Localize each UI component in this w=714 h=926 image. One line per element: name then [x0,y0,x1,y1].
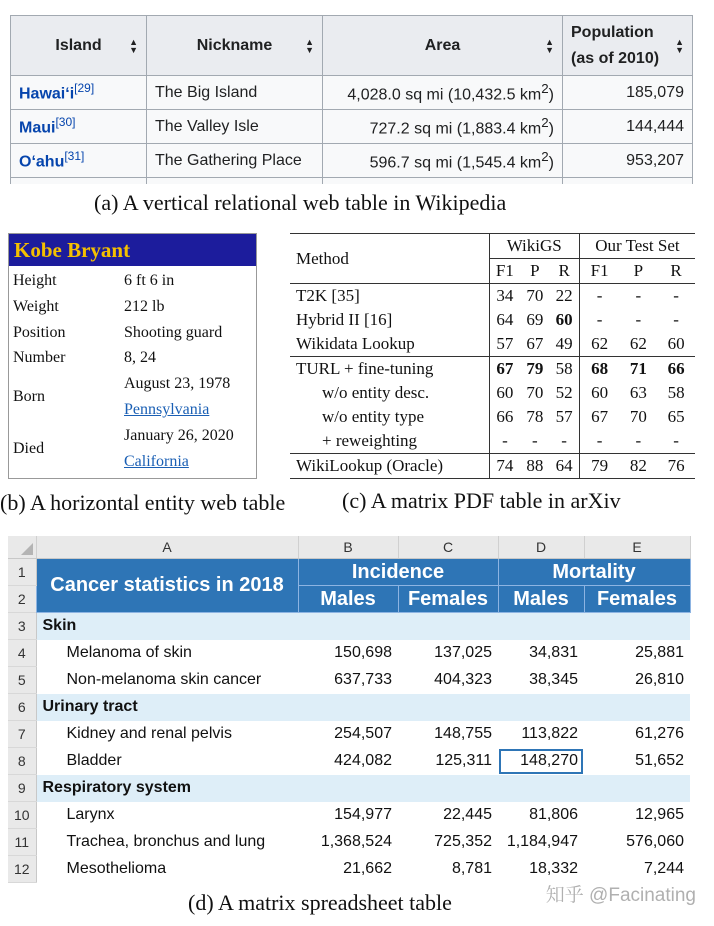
table-row [290,284,695,309]
value-cell: 64 [489,308,520,332]
row-header[interactable]: 6 [8,694,36,721]
value-cell: 74 [489,454,520,479]
nickname-cell: The Gathering Place [147,144,323,178]
col-header-nickname[interactable]: Nickname ▲ ▼ [147,16,323,76]
table-row [290,357,695,382]
value-cell: 58 [549,357,579,382]
row-header[interactable]: 1 [8,559,36,586]
group-header-testset: Our Test Set [579,234,695,259]
cell[interactable]: 637,733 [334,671,392,688]
value-cell: - [489,429,520,454]
island-cell [11,144,147,178]
cell[interactable]: Mesothelioma [66,860,167,877]
males-header-cell[interactable]: Males [298,586,398,613]
cell[interactable]: 61,276 [635,725,684,742]
island-link[interactable]: Hawaiʻi [19,85,75,103]
value-cell: 64 [549,454,579,479]
cell[interactable]: 254,507 [334,725,392,742]
subheader-cell: P [619,259,657,284]
cell[interactable] [584,694,690,721]
watermark: 知乎 @Facinating [545,885,696,906]
died-place-link[interactable]: California [124,453,189,470]
value-cell: 60 [579,381,619,405]
table-row [290,308,695,332]
cell[interactable]: 8,781 [451,860,492,877]
cell[interactable] [498,775,584,802]
subheader-cell: F1 [579,259,619,284]
value-cell: 66 [489,405,520,429]
value-cell: 62 [579,332,619,357]
value-cell: 65 [667,407,685,426]
value-cell: 57 [489,332,520,357]
value-cell: - [579,308,619,332]
value-cell: 70 [526,286,544,305]
cell[interactable]: 404,323 [434,671,492,688]
row-header[interactable]: 10 [8,802,36,829]
cell[interactable]: 25,881 [635,644,684,661]
table-row [290,332,695,357]
cell[interactable] [298,775,398,802]
value-cell-best: 66 [657,357,695,382]
wiki-island-table [10,15,693,184]
cell[interactable] [398,613,498,640]
cell[interactable]: Non-melanoma skin cancer [66,671,262,688]
caption-c: (c) A matrix PDF table in arXiv [342,488,621,513]
cell[interactable]: Melanoma of skin [66,644,192,661]
cell[interactable]: 26,810 [635,671,684,688]
row-header[interactable]: 11 [8,829,36,856]
method-cell: + reweighting [322,431,418,450]
infobox-title: Kobe Bryant [9,234,256,266]
method-cell: Hybrid II [16] [296,310,393,329]
cell[interactable]: 1,184,947 [506,833,578,850]
population-cell: 185,079 [563,76,693,110]
value-cell: 57 [555,407,573,426]
sheet-row [8,748,690,775]
cell[interactable]: 38,345 [529,671,578,688]
pdf-header-row [290,234,695,259]
table-row [11,110,693,144]
value-cell: 67 [526,334,544,353]
caption-a: (a) A vertical relational web table in Wikipedia [94,190,507,215]
method-cell: WikiLookup (Oracle) [290,454,489,479]
cell[interactable]: 21,662 [343,860,392,877]
subheader-cell: R [549,259,579,284]
row-header[interactable]: 4 [8,640,36,667]
value-cell: - [635,431,642,450]
sheet-row [8,721,690,748]
population-cell: 144,444 [563,110,693,144]
cell[interactable]: 7,244 [643,860,684,877]
cell[interactable]: 154,977 [334,806,392,823]
cell[interactable]: 113,822 [521,725,578,742]
sort-icon[interactable]: ▲ ▼ [675,36,684,55]
value-cell: - [635,310,642,329]
island-cell [11,76,147,110]
value-cell: - [561,431,567,450]
col-header-island[interactable]: Island ▲ ▼ [11,16,147,76]
cell[interactable]: 576,060 [626,833,684,850]
cell[interactable]: 150,698 [334,644,392,661]
table-row [11,144,693,178]
table-row [11,76,693,110]
sort-icon[interactable]: ▲ ▼ [305,36,314,55]
row-header[interactable]: 7 [8,721,36,748]
value-cell: 69 [526,310,544,329]
selected-cell[interactable]: 148,270 [498,748,584,775]
sheet-row [8,802,690,829]
sort-icon[interactable]: ▲ ▼ [129,36,138,55]
ref-link[interactable]: [31] [64,149,85,164]
cell[interactable] [584,775,690,802]
value-cell: - [673,286,679,305]
row-header[interactable]: 3 [8,613,36,640]
table-row-truncated [11,178,693,185]
subheader-cell: P [520,259,549,284]
value-cell: 78 [526,407,544,426]
value-cell-best: 67 [489,357,520,382]
value-cell: 76 [657,454,695,479]
value-cell: 49 [555,334,573,353]
females-header-cell[interactable]: Females [584,586,690,613]
nickname-cell: The Big Island [147,76,323,110]
cell[interactable]: 22,445 [443,806,492,823]
row-header[interactable]: 9 [8,775,36,802]
table-row [290,405,695,429]
cell[interactable]: 424,082 [334,752,392,769]
cell[interactable]: 18,332 [529,860,578,877]
value-cell: 70 [629,407,647,426]
caption-b: (b) A horizontal entity web table [0,490,286,515]
col-header-population[interactable]: Population (as of 2010) ▲ ▼ [563,16,693,76]
row-header[interactable]: 8 [8,748,36,775]
ref-link[interactable]: [29] [74,81,95,96]
value-cell-best: 71 [619,357,657,382]
value-cell: 22 [555,286,573,305]
column-header[interactable]: A [36,536,298,559]
sheet-row [8,667,690,694]
cell[interactable] [298,613,398,640]
value-cell: - [635,286,642,305]
population-cell: 953,207 [563,144,693,178]
value-cell: - [673,310,679,329]
value-cell-best: 68 [579,357,619,382]
cell[interactable]: 148,755 [434,725,492,742]
column-header[interactable]: E [584,536,690,559]
value-cell: 79 [579,454,619,479]
value-cell: 82 [619,454,657,479]
sheet-row [8,775,690,802]
method-cell: w/o entity desc. [322,383,430,402]
sheet-row [8,829,690,856]
area-cell: 4,028.0 sq mi (10,432.5 $km^2$) [323,76,563,110]
row-header[interactable]: 12 [8,856,36,883]
method-cell: w/o entity type [322,407,424,426]
sheet-row [8,640,690,667]
value-cell-best: 60 [555,310,573,329]
table-row [290,429,695,454]
caption-d: (d) A matrix spreadsheet table [188,890,452,915]
island-link[interactable]: Oʻahu [19,153,65,171]
value-cell: - [579,284,619,309]
value-cell: 60 [667,334,685,353]
sheet-title-cell[interactable]: Cancer statistics in 2018 [36,559,298,613]
sheet-row [8,856,690,883]
island-cell [11,110,147,144]
method-header: Method [290,234,489,284]
cell[interactable]: 1,368,524 [320,833,392,850]
col-header-area[interactable]: Area ▲ ▼ [323,16,563,76]
row-header[interactable]: 2 [8,586,36,613]
born-date: August 23, 1978 [124,375,231,392]
cell[interactable]: 137,025 [434,644,492,661]
pdf-results-table [290,233,695,479]
cell[interactable]: Larynx [66,806,115,823]
cell[interactable]: 51,652 [635,752,684,769]
subheader-cell: F1 [489,259,520,284]
cell[interactable]: 81,806 [529,806,578,823]
column-header[interactable]: D [498,536,584,559]
group-header-wikigs: WikiGS [489,234,579,259]
ref-link[interactable]: [30] [55,115,76,130]
cell[interactable] [398,775,498,802]
born-place-link[interactable]: Pennsylvania [124,401,210,418]
sheet-row [8,559,690,586]
cell[interactable]: Kidney and renal pelvis [66,725,232,742]
method-cell: Wikidata Lookup [296,334,415,353]
cell[interactable] [498,694,584,721]
nickname-cell: The Valley Isle [147,110,323,144]
females-header-cell[interactable]: Females [398,586,498,613]
table-row [290,454,695,479]
males-header-cell[interactable]: Males [498,586,584,613]
cell[interactable] [398,694,498,721]
area-cell: 596.7 sq mi (1,545.4 $km^2$) [323,144,563,178]
kobe-infobox: Kobe Bryant Height 6 ft 6 in Weight 212 lb Position Shooting guard Number 8, 24 Born August 23, 1978 Pennsylvania Died January 26, 2020 California [8,233,257,479]
value-cell-best: 79 [520,357,549,382]
cell[interactable]: 12,965 [635,806,684,823]
method-cell: TURL + fine-tuning [290,357,489,382]
value-cell: - [579,429,619,454]
spreadsheet-grid [8,536,691,883]
cell[interactable]: 725,352 [434,833,492,850]
row-header[interactable]: 5 [8,667,36,694]
cell[interactable] [298,694,398,721]
value-cell: - [673,431,679,450]
value-cell: 63 [629,383,647,402]
column-header-row [8,536,690,559]
method-cell: T2K [35] [296,286,360,305]
sheet-row [8,694,690,721]
area-cell: 727.2 sq mi (1,883.4 $km^2$) [323,110,563,144]
sort-icon[interactable]: ▲ ▼ [545,36,554,55]
sheet-row [8,613,690,640]
cell[interactable] [498,613,584,640]
section-cell[interactable]: Respiratory system [36,775,298,802]
subheader-cell: R [657,259,695,284]
value-cell: 70 [526,383,544,402]
select-all-corner[interactable] [8,536,36,559]
value-cell: 34 [489,284,520,309]
column-header[interactable]: B [298,536,398,559]
section-cell[interactable]: Urinary tract [36,694,298,721]
value-cell: 60 [489,381,520,405]
value-cell: 67 [579,405,619,429]
value-cell: 88 [520,454,549,479]
cell[interactable]: 125,311 [435,752,492,769]
cell[interactable]: 34,831 [529,644,578,661]
mortality-header-cell[interactable]: Mortality [498,559,690,586]
column-header[interactable]: C [398,536,498,559]
cell[interactable]: Bladder [66,752,122,769]
wiki-header-row [11,16,693,76]
incidence-header-cell[interactable]: Incidence [298,559,498,586]
section-cell[interactable]: Skin [36,613,298,640]
value-cell: 52 [555,383,573,402]
island-link[interactable]: Maui [19,119,56,137]
value-cell: 62 [629,334,647,353]
table-row [290,381,695,405]
value-cell: - [532,431,538,450]
value-cell: 58 [667,383,685,402]
cell[interactable]: Trachea, bronchus and lung [66,833,266,850]
died-date: January 26, 2020 [124,427,234,444]
cell[interactable] [584,613,690,640]
